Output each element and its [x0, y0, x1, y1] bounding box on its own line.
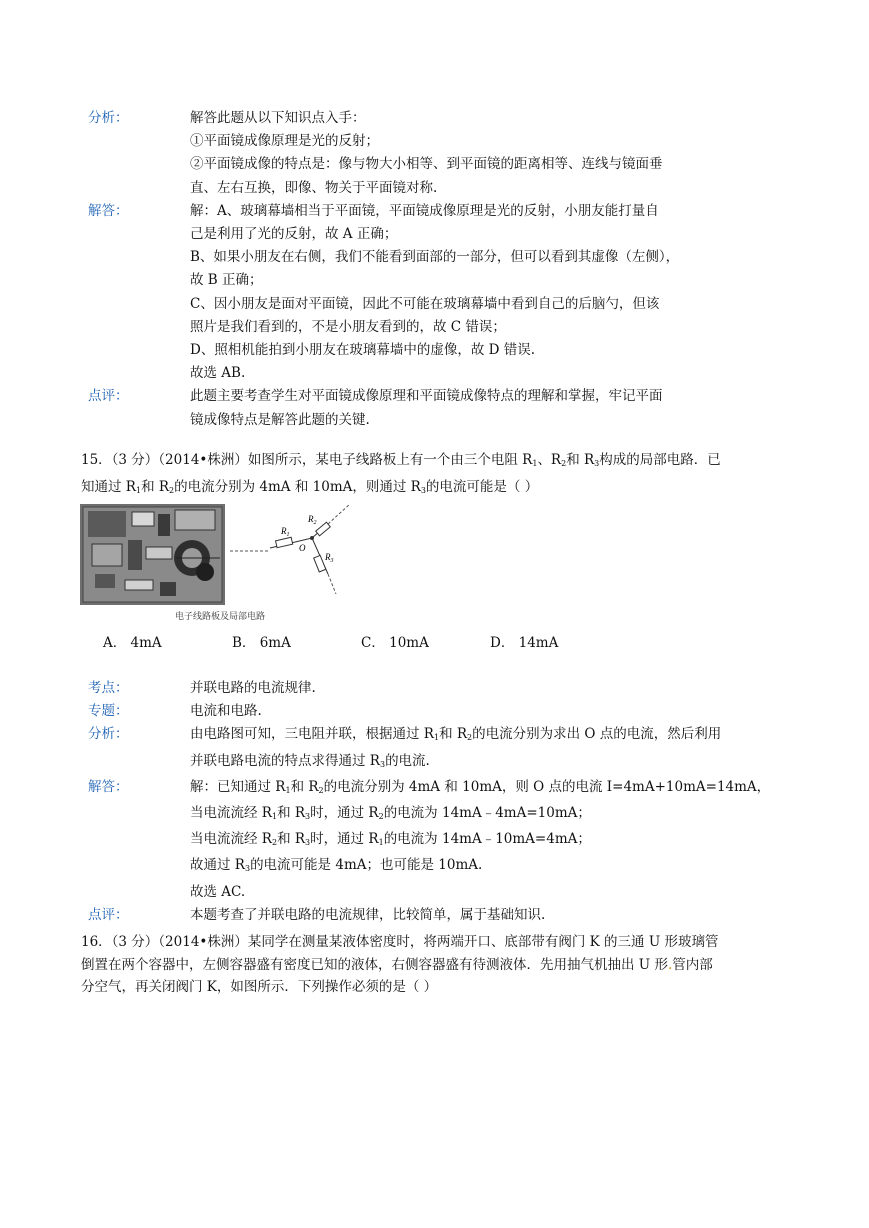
text: 的电流. [385, 752, 430, 769]
q15-line-1 [81, 449, 801, 476]
q14-solution [88, 107, 728, 432]
dashed-wire [328, 504, 350, 524]
text: 和 R [277, 805, 306, 822]
point-text: 并联电路的电流规律. [190, 680, 316, 696]
subscript: 1 [378, 838, 384, 848]
comment-row [88, 385, 728, 431]
text: 的电流为 14mA﹣4mA=10mA； [383, 805, 591, 822]
answer-body [190, 776, 770, 904]
subscript: 3 [244, 864, 251, 874]
analysis-row [88, 723, 728, 775]
subscript: 2 [271, 838, 278, 848]
answer-line: 故 B 正确； [190, 272, 263, 289]
comment-line: 镜成像特点是解答此题的关键. [190, 411, 370, 428]
label-r1: $R_1$ [281, 526, 290, 538]
subscript: 2 [378, 812, 384, 822]
q15-stem [81, 449, 801, 502]
text: 的电流可能是（ ） [425, 478, 539, 495]
q16-line-2 [81, 954, 801, 977]
answer-line [190, 854, 770, 880]
subscript: 3 [594, 459, 600, 468]
label-r3: $R_3$ [325, 552, 334, 564]
board-component [158, 514, 170, 536]
comment-line: 此题主要考查学生对平面镜成像原理和平面镜成像特点的理解和掌握，牢记平面 [190, 388, 663, 405]
board-component [160, 582, 176, 596]
topic-label: 专题： [88, 703, 129, 720]
text: 的电流分别为 4mA 和 10mA，则 O 点的电流 I=4mA+10mA=14mA， [323, 778, 771, 795]
analysis-body [190, 107, 728, 200]
subscript: 3 [420, 485, 426, 495]
comment-label: 点评： [88, 906, 129, 923]
answer-line: 解：A、玻璃幕墙相当于平面镜，平面镜成像原理是光的反射，小朋友能打量自 [190, 202, 659, 219]
text: 和 R [566, 452, 595, 468]
answer-line: 己是利用了光的反射，故 A 正确； [190, 226, 398, 243]
board-component [95, 574, 115, 588]
text: 当电流流经 R [190, 831, 272, 848]
analysis-row [88, 107, 728, 200]
analysis-line [190, 723, 728, 749]
subscript: 2 [169, 485, 175, 495]
text: 并联电路电流的特点求得通过 R [190, 752, 380, 769]
text: 倒置在两个容器中，左侧容器盛有密度已知的液体，右侧容器盛有待测液体．先用抽气机抽出 U 形 [81, 956, 668, 973]
comment-row [88, 904, 728, 927]
analysis-label: 分析： [88, 110, 129, 126]
q16-line-3: 分空气，再关闭阀门 K，如图所示．下列操作必须的是（ ） [81, 979, 438, 995]
subscript: 3 [305, 838, 311, 848]
answer-row [88, 776, 771, 904]
topic-body [190, 700, 728, 723]
option-a[interactable]: A． 4mA [103, 635, 162, 651]
text: 故通过 R [190, 857, 245, 874]
subscript: 2 [318, 785, 324, 795]
board-component [175, 510, 215, 530]
label-r2: $R_2$ [308, 514, 317, 526]
text: 管内部 [672, 956, 713, 973]
subscript: 1 [532, 459, 538, 468]
option-d[interactable]: D． 14mA [490, 635, 559, 651]
circuit-board-photo [80, 504, 225, 605]
topic-row [88, 700, 728, 723]
figure-caption: 电子线路板及局部电路 [175, 612, 266, 622]
topic-text: 电流和电路. [190, 703, 262, 720]
answer-line: D、照相机能拍到小朋友在玻璃幕墙中的虚像，故 D 错误. [190, 342, 536, 359]
comment-body [190, 385, 728, 431]
q16-stem [81, 931, 801, 999]
board-component [88, 511, 126, 537]
mark-dot: . [667, 956, 673, 973]
local-circuit [230, 504, 350, 594]
subscript: 3 [305, 812, 311, 822]
text: 和 R [290, 778, 319, 795]
answer-line: 照片是我们看到的，不是小朋友看到的，故 C 错误； [190, 318, 506, 335]
subscript: 1 [135, 485, 142, 495]
resistor-r2 [316, 522, 331, 536]
analysis-line: ①平面镜成像原理是光的反射； [190, 133, 379, 150]
text: 时，通过 R [310, 831, 379, 848]
analysis-body [190, 723, 728, 775]
dashed-wire [328, 574, 336, 594]
board-component [125, 580, 153, 590]
subscript: 1 [271, 812, 278, 822]
point-row [88, 677, 728, 700]
point-body [190, 677, 728, 700]
answer-line: B、如果小朋友在右侧，我们不能看到面部的一部分，但可以看到其虚像（左侧）， [190, 249, 680, 266]
text: 由电路图可知，三电阻并联，根据通过 R [190, 726, 434, 743]
board-component [92, 544, 122, 566]
subscript: 2 [561, 459, 567, 468]
text: 和 R [141, 478, 170, 495]
text: 的电流为 14mA﹣10mA=4mA； [383, 831, 591, 848]
option-b[interactable]: B． 6mA [232, 635, 291, 651]
text: 和 R [277, 831, 306, 848]
q16-line-1: 16．（3 分）（2014•株洲）某同学在测量某液体密度时，将两端开口、底部带有阀门 K 的三通 U 形玻璃管 [81, 934, 719, 950]
board-component [128, 540, 142, 570]
subscript: 1 [433, 733, 440, 743]
answer-label: 解答： [88, 202, 129, 219]
board-component [132, 512, 154, 526]
comment-text: 本题考查了并联电路的电流规律，比较简单，属于基础知识. [190, 906, 546, 923]
label-o: O [299, 543, 306, 553]
subscript: 2 [467, 733, 473, 743]
answer-body [190, 200, 728, 386]
text: 的电流分别为 4mA 和 10mA，则通过 R [174, 478, 421, 495]
answer-line: 故选 AC. [190, 883, 246, 900]
text: 和 R [439, 726, 468, 743]
resistor-r3 [314, 555, 326, 572]
analysis-line: 直、左右互换，即像、物关于平面镜对称. [190, 179, 438, 196]
point-label: 考点： [88, 680, 129, 696]
answer-line [190, 802, 770, 828]
subscript: 3 [379, 759, 386, 769]
board-capacitor [196, 563, 214, 581]
text: 当电流流经 R [190, 805, 272, 822]
text: 15．（3 分）（2014•株洲）如图所示，某电子线路板上有一个由三个电阻 R [81, 452, 533, 468]
answer-line [190, 776, 770, 802]
answer-line: C、因小朋友是面对平面镜，因此不可能在玻璃幕墙中看到自己的后脑勺，但该 [190, 295, 660, 312]
text: 的电流可能是 4mA；也可能是 10mA. [250, 857, 483, 874]
text: 构成的局部电路．已 [599, 452, 721, 468]
circuit-figure [80, 502, 360, 624]
text: 解：已知通过 R [190, 778, 286, 795]
text: 、R [537, 452, 562, 468]
resistor-r1 [276, 537, 293, 547]
analysis-line: 解答此题从以下知识点入手： [190, 110, 366, 126]
answer-row [88, 200, 728, 386]
answer-label: 解答： [88, 778, 129, 795]
comment-body [190, 904, 728, 927]
text: 的电流分别为求出 O 点的电流，然后利用 [472, 726, 722, 743]
text: 时，通过 R [310, 805, 379, 822]
answer-line [190, 828, 770, 854]
q15-solution [88, 677, 771, 927]
analysis-line [190, 750, 728, 776]
answer-line: 故选 AB. [190, 365, 246, 382]
comment-label: 点评： [88, 388, 129, 405]
q15-options [103, 631, 619, 651]
junction-o [310, 536, 314, 540]
subscript: 1 [285, 785, 291, 795]
analysis-label: 分析： [88, 726, 129, 743]
text: 知通过 R [81, 478, 136, 495]
analysis-line: ②平面镜成像的特点是：像与物大小相等、到平面镜的距离相等、连线与镜面垂 [190, 156, 663, 173]
q15-line-2 [81, 476, 801, 503]
option-c[interactable]: C． 10mA [361, 635, 429, 651]
board-component [146, 547, 172, 559]
